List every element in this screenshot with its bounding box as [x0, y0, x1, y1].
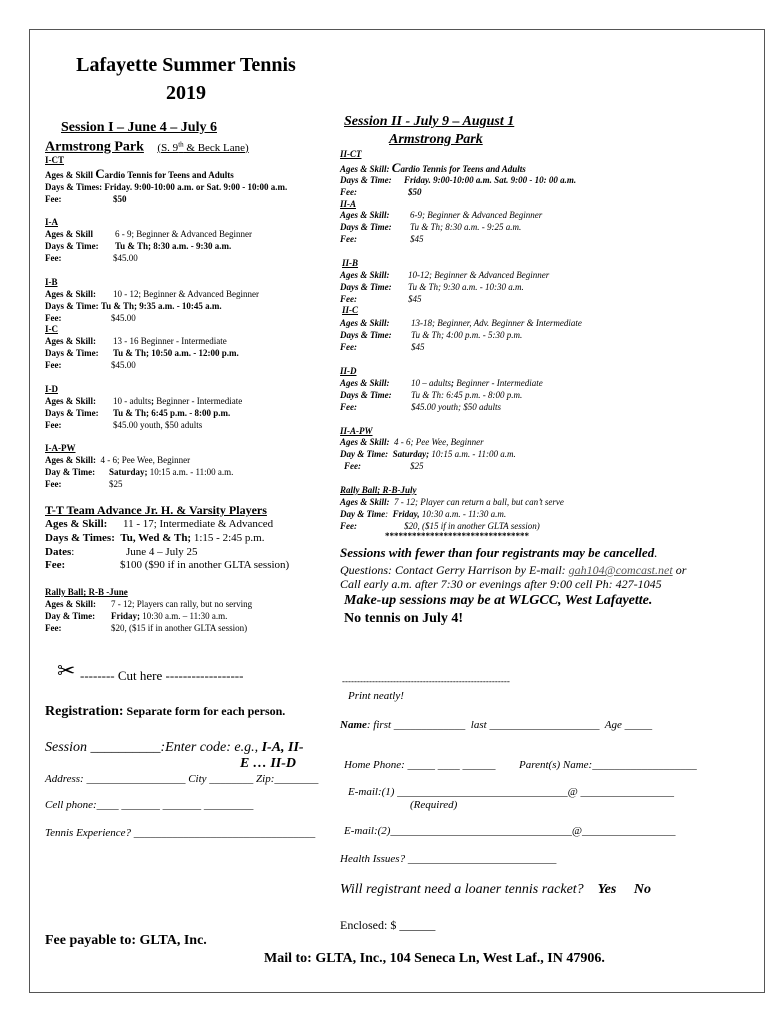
iid-days: Days & Time: Tu & Th: 6:45 p.m. - 8:00 p.m.	[340, 390, 523, 400]
ict-fee: Fee: $50	[45, 194, 127, 204]
loaner-yes-option[interactable]: Yes	[597, 882, 617, 897]
rally-june-days: Day & Time: Friday; 10:30 a.m. – 11:30 a.m.	[45, 611, 228, 621]
ia-fee: Fee: $45.00	[45, 253, 138, 263]
ict-code: I-CT	[45, 155, 65, 165]
makeup-notice: Make-up sessions may be at WLGCC, West Lafayette.	[344, 593, 653, 608]
email1-field[interactable]: E-mail:(1) _______________________________@ _________________	[348, 786, 675, 798]
title-line2: 2019	[166, 82, 206, 104]
ia-days: Days & Time: Tu & Th; 8:30 a.m. - 9:30 a.m.	[45, 241, 232, 251]
session1-park-line	[45, 138, 249, 156]
contact-email-link[interactable]: gah104@comcast.net	[568, 563, 673, 577]
iid-ages: Ages & Skill: 10 – adults; Beginner - Intermediate	[340, 378, 543, 388]
address-field[interactable]: Address: __________________ City ________ Zip:________	[45, 773, 319, 785]
loaner-no-option[interactable]: No	[633, 882, 651, 897]
email1-required: (Required)	[410, 799, 458, 811]
iib-ages: Ages & Skill: 10-12; Beginner & Advanced Beginner	[340, 270, 550, 280]
loaner-racket-question: Will registrant need a loaner tennis racket? Yes No	[340, 882, 651, 897]
iic-days: Days & Time: Tu & Th; 4:00 p.m. - 5:30 p.m.	[340, 330, 523, 340]
session1-park: Armstrong Park	[45, 139, 144, 155]
rally-july-fee: Fee: $20, ($15 if in another GLTA session)	[340, 521, 540, 531]
id-ages: Ages & Skill: 10 - adults; Beginner - Intermediate	[45, 396, 243, 406]
iic-ages: Ages & Skill: 13-18; Beginner, Adv. Beginner & Intermediate	[340, 318, 582, 328]
mail-to: Mail to: GLTA, Inc., 104 Seneca Ln, West Laf., IN 47906.	[264, 951, 605, 966]
ia-code: I-A	[45, 217, 58, 227]
tt-days: Days & Times: Tu, Wed & Th; 1:15 - 2:45 p.m.	[45, 532, 265, 544]
rally-june-ages: Ages & Skill: 7 - 12; Players can rally, but no serving	[45, 599, 253, 609]
iict-code: II-CT	[340, 149, 362, 159]
session2-heading: Session II - July 9 – August 1	[344, 114, 515, 129]
id-fee: Fee: $45.00 youth, $50 adults	[45, 420, 203, 430]
ic-fee: Fee: $45.00	[45, 360, 136, 370]
email2-field[interactable]: E-mail:(2)_________________________________@_________________	[344, 825, 676, 837]
session-code-field[interactable]: Session __________:Enter code: e.g., I-A, II-	[45, 740, 304, 755]
tt-ages: Ages & Skill: 11 - 17; Intermediate & Advanced	[45, 518, 274, 530]
session2-park: Armstrong Park	[389, 132, 483, 147]
ib-ages: Ages & Skill: 10 - 12; Beginner & Advanced Beginner	[45, 289, 259, 299]
no-tennis-notice: No tennis on July 4!	[344, 611, 464, 626]
iia-fee: Fee: $45	[340, 234, 424, 244]
ic-ages: Ages & Skill: 13 - 16 Beginner - Intermediate	[45, 336, 227, 346]
ib-code: I-B	[45, 277, 58, 287]
rally-june-fee: Fee: $20, ($15 if in another GLTA session)	[45, 623, 248, 633]
id-days: Days & Time: Tu & Th; 6:45 p.m. - 8:00 p.m.	[45, 408, 231, 418]
tennis-experience-field[interactable]: Tennis Experience? _________________________________	[45, 827, 316, 839]
session1-park-note: (S. 9th & Beck Lane)	[157, 140, 249, 154]
iapw-fee: Fee: $25	[45, 479, 123, 489]
iib-fee: Fee: $45	[340, 294, 422, 304]
tt-fee: Fee: $100 ($90 if in another GLTA session)	[45, 559, 290, 571]
iic-fee: Fee: $45	[340, 342, 425, 352]
tt-heading: T-T Team Advance Jr. H. & Varsity Players	[45, 503, 267, 517]
iapw-days: Day & Time: Saturday; 10:15 a.m. - 11:00 a.m.	[45, 467, 234, 477]
iid-fee: Fee: $45.00 youth; $50 adults	[340, 402, 501, 412]
iiapw-days: Day & Time: Saturday; 10:15 a.m. - 11:00 a.m.	[340, 449, 516, 459]
id-code: I-D	[45, 384, 58, 394]
enclosed-field[interactable]: Enclosed: $ ______	[340, 918, 436, 932]
iict-fee: Fee: $50	[340, 187, 422, 197]
ib-days: Days & Time: Tu & Th; 9:35 a.m. - 10:45 a.m.	[45, 301, 222, 311]
ict-days: Days & Times: Friday. 9:00-10:00 a.m. or Sat. 9:00 - 10:00 a.m.	[45, 182, 288, 192]
parents-name-field[interactable]: Parent(s) Name:___________________	[519, 759, 697, 771]
health-issues-field[interactable]: Health Issues? ___________________________	[340, 853, 557, 865]
iia-ages: Ages & Skill: 6-9; Beginner & Advanced Beginner	[340, 210, 543, 220]
rally-july-days: Day & Time: Friday, 10:30 a.m. - 11:30 a.m.	[340, 509, 507, 519]
call-line: Call early a.m. after 7:30 or evenings after 9:00 cell Ph: 427-1045	[340, 577, 662, 591]
rally-july-heading: Rally Ball; R-B-July	[340, 485, 417, 495]
iiapw-fee: Fee: $25	[344, 461, 424, 471]
iib-days: Days & Time: Tu & Th; 9:30 a.m. - 10:30 a.m.	[340, 282, 524, 292]
tt-dates: Dates: June 4 – July 25	[45, 546, 198, 558]
session-code-example: E … II-D	[240, 756, 297, 771]
title-line1: Lafayette Summer Tennis	[76, 54, 296, 76]
iid-code: II-D	[340, 366, 357, 376]
ic-days: Days & Time: Tu & Th; 10:50 a.m. - 12:00 p.m.	[45, 348, 239, 358]
cut-here-line: -------- Cut here ------------------	[80, 668, 244, 683]
iict-ages: Ages & Skill: Cardio Tennis for Teens and Adults	[340, 160, 526, 175]
iapw-ages: Ages & Skill: 4 - 6; Pee Wee, Beginner	[45, 455, 191, 465]
iib-code: II-B	[342, 258, 359, 268]
iic-code: II-C	[342, 305, 359, 315]
print-neatly: Print neatly!	[348, 690, 404, 702]
scissors-icon: ✂	[57, 658, 76, 683]
session1-heading: Session I – June 4 – July 6	[61, 120, 217, 135]
stars-divider: ********************************	[385, 531, 529, 541]
form-dash-line: --------------------------------------------------------	[342, 676, 510, 686]
iia-code: II-A	[340, 199, 357, 209]
home-phone-field[interactable]: Home Phone: _____ ____ ______	[344, 759, 496, 771]
iiapw-code: II-A-PW	[340, 426, 373, 436]
cancel-notice: Sessions with fewer than four registrants may be cancelled.	[340, 545, 658, 560]
questions-line: Questions: Contact Gerry Harrison by E-mail: gah104@comcast.net or	[340, 563, 687, 577]
iict-days: Days & Time: Friday. 9:00-10:00 a.m. Sat. 9:00 - 10: 00 a.m.	[340, 175, 577, 185]
rally-july-ages: Ages & Skill: 7 - 12; Player can return a ball, but can’t serve	[340, 497, 564, 507]
ict-ages: Ages & Skill Cardio Tennis for Teens and Adults	[45, 166, 234, 181]
cell-phone-field[interactable]: Cell phone:____ _______ _______ _________	[45, 799, 254, 811]
iia-days: Days & Time: Tu & Th; 8:30 a.m. - 9:25 a.m.	[340, 222, 522, 232]
iapw-code: I-A-PW	[45, 443, 76, 453]
ic-code: I-C	[45, 324, 58, 334]
ib-fee: Fee: $45.00	[45, 313, 136, 323]
ia-ages: Ages & Skill 6 - 9; Beginner & Advanced Beginner	[45, 229, 252, 239]
iiapw-ages: Ages & Skill: 4 - 6; Pee Wee, Beginner	[340, 437, 484, 447]
rally-june-heading: Rally Ball; R-B -June	[45, 587, 128, 597]
name-field[interactable]: Name: first _____________ last ____________________ Age _____	[340, 719, 653, 731]
registration-heading: Registration: Separate form for each person.	[45, 704, 286, 719]
fee-payable: Fee payable to: GLTA, Inc.	[45, 933, 207, 948]
